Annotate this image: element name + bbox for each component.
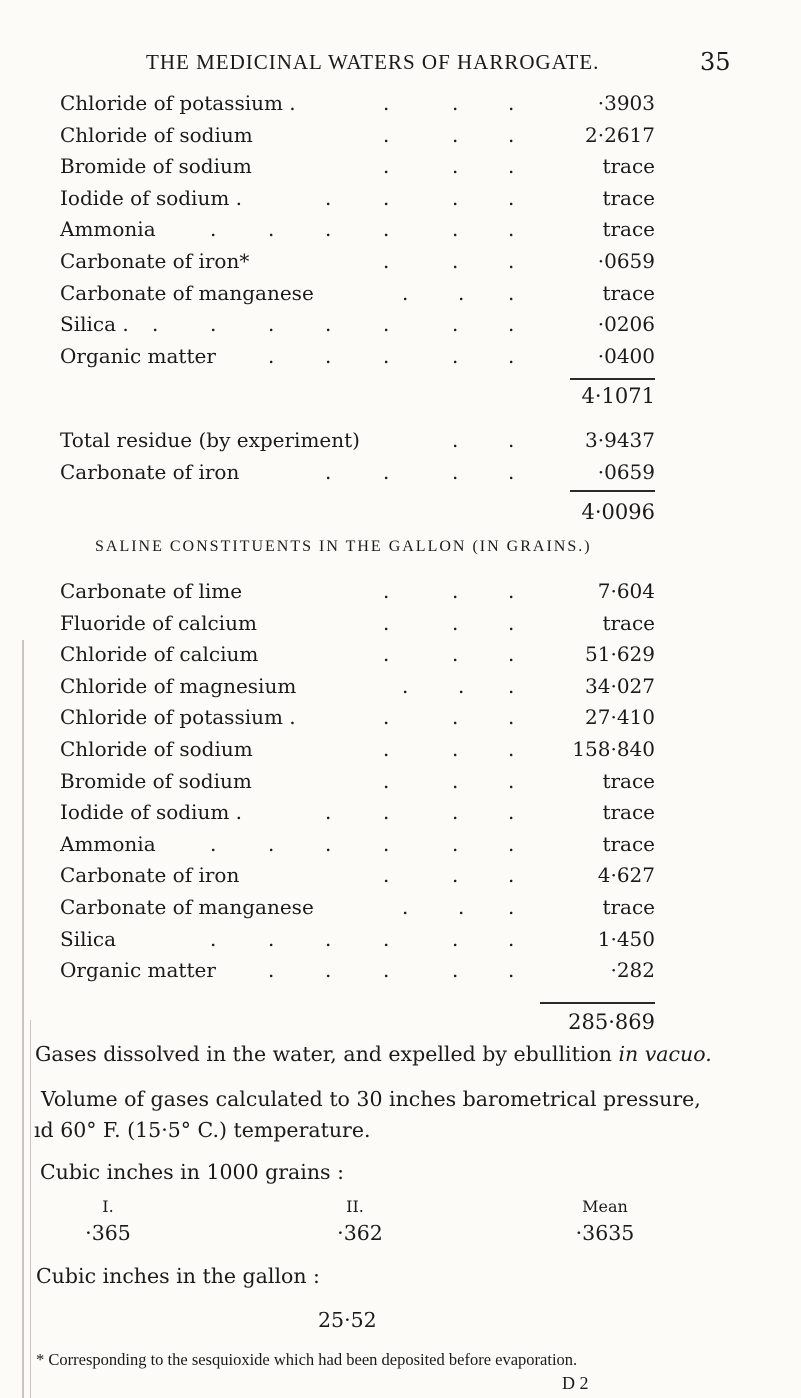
sum-rule: [570, 378, 655, 380]
signature-mark: D 2: [562, 1373, 589, 1393]
table-row: Carbonate of manganese . . . trace: [60, 894, 655, 919]
table-row: Organic matter . . . . . ·282: [60, 958, 655, 983]
page-header: [0, 48, 801, 88]
gallon-value: 25·52: [318, 1308, 377, 1332]
table-row: Silica . . . . . . 1·450: [60, 926, 655, 951]
sum-rule: [540, 1002, 655, 1004]
gases-heading: Gases dissolved in the water, and expelled by ebullition in vacuo.: [35, 1042, 712, 1066]
column-head: II.: [346, 1197, 364, 1216]
table-row: Carbonate of iron* . . . ·0659: [60, 248, 655, 273]
table-row: Silica . . . . . . . . ·0206: [60, 312, 655, 337]
saline-table: [60, 576, 655, 987]
column-value: ·3635: [575, 1221, 635, 1245]
table-row: Ammonia . . . . . . trace: [60, 217, 655, 242]
table-row: Iodide of sodium . . . . . trace: [60, 185, 655, 210]
sum-value: 4·1071: [581, 384, 655, 408]
page-number: 35: [700, 48, 731, 76]
residue-table: [60, 88, 655, 372]
table-row: Chloride of magnesium . . . 34·027: [60, 673, 655, 698]
temperature-line: ıd 60° F. (15·5° C.) temperature.: [34, 1118, 371, 1142]
column-value: ·365: [85, 1221, 131, 1245]
footnote: * Corresponding to the sesquioxide which had been deposited before evaporation.: [36, 1350, 578, 1369]
column-value: ·362: [337, 1221, 383, 1245]
column-head: Mean: [582, 1197, 628, 1216]
table-row: Chloride of sodium . . . 2·2617: [60, 122, 655, 147]
table-row: Ammonia . . . . . . trace: [60, 831, 655, 856]
sum-value: 4·0096: [581, 500, 655, 524]
volume-line: Volume of gases calculated to 30 inches barometrical pressure,: [41, 1087, 701, 1111]
cubic-inches-label: Cubic inches in 1000 grains :: [40, 1160, 344, 1184]
column-head: I.: [102, 1197, 114, 1216]
table-row: Carbonate of lime . . . 7·604: [60, 579, 655, 603]
table-row: Organic matter . . . . . ·0400: [60, 343, 655, 368]
table-row: Chloride of calcium . . . 51·629: [60, 642, 655, 667]
table-row: Chloride of potassium . . . . 27·410: [60, 705, 655, 730]
table-row: Total residue (by experiment) . . 3·9437: [60, 428, 655, 452]
table-row: Carbonate of iron . . . 4·627: [60, 863, 655, 888]
gutter-shadow-2: [30, 1020, 31, 1398]
running-title: THE MEDICINAL WATERS OF HARROGATE.: [146, 50, 600, 74]
table-row: Carbonate of iron . . . . ·0659: [60, 459, 655, 484]
table-row: Bromide of sodium . . . trace: [60, 768, 655, 793]
sum-value: 285·869: [568, 1010, 655, 1034]
table-row: Carbonate of manganese . . . trace: [60, 280, 655, 305]
gallon-label: Cubic inches in the gallon :: [36, 1264, 320, 1288]
gutter-shadow: [22, 640, 24, 1398]
table-row: Chloride of sodium . . . 158·840: [60, 736, 655, 761]
table-row: Iodide of sodium . . . . . trace: [60, 800, 655, 825]
table-row: Bromide of sodium . . . trace: [60, 154, 655, 179]
sum-rule: [570, 490, 655, 492]
total-residue-table: [60, 425, 655, 488]
section-heading: SALINE CONSTITUENTS IN THE GALLON (IN GRAINS.): [95, 538, 592, 555]
table-row: Chloride of potassium . . . . ·3903: [60, 91, 655, 115]
table-row: Fluoride of calcium . . . trace: [60, 610, 655, 635]
